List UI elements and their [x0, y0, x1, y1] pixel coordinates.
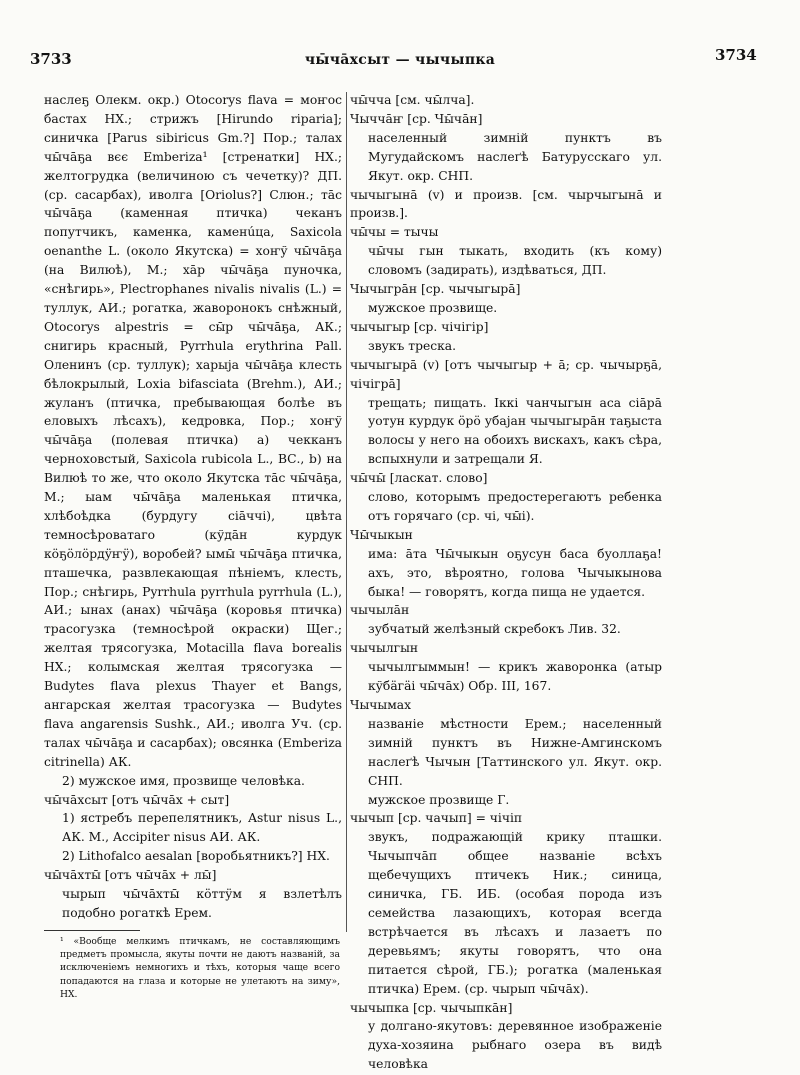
entry-text: звукъ треска. — [368, 338, 457, 353]
headword: Чычыгрāн [ср. чычыгырā] — [350, 282, 521, 297]
headword: чы̄чы = тычы — [350, 225, 439, 240]
footnote-rule — [44, 930, 140, 931]
headword: Чычымах — [350, 698, 412, 712]
page-number-left: 3733 — [30, 50, 72, 68]
running-title: чы̄чāхсыт — чычыпка — [304, 52, 496, 68]
entry-text: има: āта Чы̄чыкын оҕусун баса буоллаҕа! ахъ, это, вѣроятно, голова Чычыкынова быка! — говорятъ, когда пища не удается. — [368, 546, 662, 599]
headword: чычылгын — [350, 641, 419, 656]
entry-text: 1) ястребъ перепелятникъ, Astur nisus L., АК. М., Accipiter nisus АИ. АК. — [62, 811, 342, 845]
headword: Чычча̄ҥ [ср. Чы̄чāн] — [350, 111, 483, 126]
entry-text: слово, которымъ предостерегаютъ ребенка отъ горячаго (ср. чі, чы̄і). — [368, 490, 662, 523]
headword: чычыпка [ср. чычыпкāн] — [350, 1000, 513, 1015]
column-divider — [346, 92, 347, 932]
entry-text: названіе мѣстности Ерем.; населенный зимній пунктъ въ Нижне-Амгинскомъ наслеґѣ Чычын [Таттинского ул. Якут. окр. СНП. — [368, 716, 662, 788]
entry-text: чырып чы̄чāхты̄ кӧттӱм я взлетѣлъ подобно рогаткѣ Ерем. — [62, 887, 342, 920]
headword: чычыгыр [ср. чічігір] — [350, 319, 489, 334]
entry-text: мужское прозвище. — [368, 300, 498, 315]
footnote: ¹ «Вообще мелкимъ птичкамъ, не составляющимъ предметъ промысла, якуты почти не даютъ названій, за исключеніемъ немногихъ и тѣхъ, которыя чаще всего попадаются на глаза и которые не улетаютъ на зиму», НХ. — [60, 936, 340, 1000]
headword: чычыгырā (v) [отъ чычыгыр + ā; ср. чычырҕā, чічігрā] — [350, 357, 662, 391]
headword: чы̄чāхты̄ [отъ чы̄чāх + лы̄] — [44, 868, 217, 883]
headword: чычып [ср. чачып] = чічіп — [350, 811, 523, 826]
right-column — [350, 91, 662, 1074]
entry-text: трещать; пищать. Іккі чанчыгын аса сіāрā уотун курдук ӧрӧ убајан чычыгырāн таҕыста волосы у него на обоихъ вискахъ, какъ сѣра, вспыхнули и затрещали Я. — [368, 395, 662, 467]
entry-text: 2) Lithofalco aesalan [воробьятникъ?] НХ. — [62, 849, 330, 864]
left-column — [44, 91, 342, 923]
entry-text: звукъ, подражающій крику пташки. Чычыпчāп общее названіе всѣхъ щебечущихъ птичекъ Ник.; синица, синичка, ГБ. ИБ. (особая порода изъ семейства лазающихъ, которая всегда встрѣчается въ лѣсахъ и лазаетъ по деревьямъ; якуты говорятъ, что она питается сѣрой, ГБ.); рогатка (маленькая птичка) Ерем. (ср. чырып чы̄чāх). — [368, 830, 662, 996]
page-number-right: 3734 — [715, 46, 757, 64]
headword: чы̄чча [см. чы̄лча]. — [350, 93, 475, 107]
entry-text: мужское прозвище Г. — [368, 792, 510, 807]
headword: чычыгынā (v) и произв. [см. чырчыгынā и произв.]. — [350, 187, 662, 221]
headword: чычылāн — [350, 603, 410, 618]
headword: чы̄чы̄ [ласкат. слово] — [350, 471, 488, 486]
headword: чы̄чāхсыт [отъ чы̄чāх + сыт] — [44, 792, 230, 807]
headword: Чы̄чыкын — [350, 527, 413, 542]
entry-text: зубчатый желѣзный скребокъ Лив. 32. — [368, 622, 621, 637]
entry-text: чычылгыммын! — крикъ жаворонка (атыр кўбӓгӓі чы̄чāх) Обр. III, 167. — [368, 660, 662, 694]
entry-text: наслеҕ Олекм. окр.) Otocorys flava = моҥос бастах НХ.; стрижъ [Hirundo riparia]; синичка [Parus sibiricus Gm.?] Пор.; талах чы̄чāҕа вєє Emberiza¹ [стренатки] НХ.; желтогрудка (величиною съ чечетку)? ДП. (ср. сасарбах), иволга [Oriolus?] Слюн.; тāс чы̄чāҕа (каменная птичка) чеканъ попутчикъ, каменка, каменúца, Saxicola oenanthe L. (около Якутска) = хоҥў чы̄чāҕа (на Вилюѣ), М.; хāр чы̄чāҕа пуночка, «снѣгирь», Plectrophanes nivalis nivalis (L.) = туллук, АИ.; рогатка, жаворонокъ снѣжный, Otocorys alpestris = сы̄р чы̄чāҕа, АК.; снигирь красный, Pyrrhula erythrina Pall. Оленинъ (ср. туллук); харыја чы̄чāҕа клесть бѣлокрылый, Loxia bifasciata (Brehm.), АИ.; жуланъ (птичка, пребывающая болѣе въ еловыхъ лѣсахъ), кедровка, Пор.; хоҥў чы̄чāҕа (полевая птичка) а) чекканъ черноховстый, Saxicola rubicola L., ВС., b) на Вилюѣ то же, что около Якутска тāс чы̄чāҕа, М.; ыам чы̄чāҕа маленькая птичка, хлѣбоѣдка (бурдугу сіāччі), цвѣта темносѣроватаго (кўдāн курдук кӧҕӧлӧрдӱҥӱ), воробей? ымы̄ чы̄чāҕа птичка, пташечка, развлекающая пѣніемъ, клесть, Пор.; снѣгирь, Pyrrhula pyrrhula pyrrhula (L.), АИ.; ынах (анах) чы̄чāҕа (коровья птичка) трасогузка (темносѣрой окраски) Щег.; желтая трясогузка, Motacilla flava borealis НХ.; колымская желтая трясогузка — Budytes flava plexus Thayer et Bangs, ангарская желтая трасогузка — Budytes flava angarensis Sushk., АИ.; иволга Уч. (ср. талах чы̄чāҕа и сасарбах); овсянка (Emberiza citrinella) АК. — [44, 93, 342, 769]
entry-text: чы̄чы гын тыкать, входить (къ кому) словомъ (задирать), издѣваться, ДП. — [368, 244, 662, 278]
entry-text: 2) мужское имя, прозвище человѣка. — [62, 773, 305, 788]
entry-text: у долгано-якутовъ: деревянное изображеніе духа-хозяина рыбнаго озера въ видѣ человѣка — [368, 1019, 662, 1072]
entry-text: населенный зимній пунктъ въ Мугудайскомъ наслеґѣ Батурусскаго ул. Якут. окр. СНП. — [368, 130, 662, 183]
